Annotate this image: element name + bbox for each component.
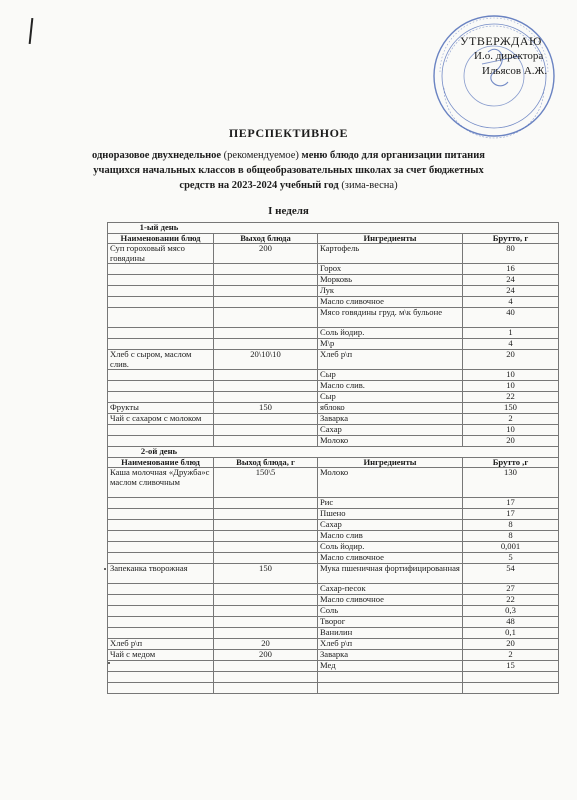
table-row	[108, 584, 559, 595]
portion-cell	[214, 328, 318, 339]
table-row	[108, 414, 559, 425]
table-row	[108, 553, 559, 564]
ingredient-cell: Мука пшеничная фортифицированная	[318, 564, 463, 584]
gross-weight-cell: 54	[463, 564, 559, 584]
gross-weight-cell: 10	[463, 381, 559, 392]
table-row	[108, 339, 559, 350]
gross-weight-cell: 20	[463, 350, 559, 370]
table-row	[108, 328, 559, 339]
dish-name-cell	[108, 617, 214, 628]
ingredient-cell: Сахар	[318, 425, 463, 436]
dish-name-cell	[108, 606, 214, 617]
ingredient-cell: Сыр	[318, 392, 463, 403]
table-row	[108, 672, 559, 683]
column-header: Брутто ,г	[463, 457, 559, 468]
table-row	[108, 350, 559, 370]
portion-cell	[214, 683, 318, 694]
dish-name-cell	[108, 661, 214, 672]
table-header-row	[108, 233, 559, 244]
ingredient-cell: Масло сливочное	[318, 553, 463, 564]
gross-weight-cell: 0,001	[463, 542, 559, 553]
ingredient-cell: Хлеб р\п	[318, 350, 463, 370]
portion-cell	[214, 370, 318, 381]
ingredient-cell: Горох	[318, 264, 463, 275]
ingredient-cell: М\р	[318, 339, 463, 350]
table-row	[108, 498, 559, 509]
portion-cell	[214, 339, 318, 350]
dish-name-cell	[108, 520, 214, 531]
table-row	[108, 650, 559, 661]
table-row	[108, 264, 559, 275]
margin-pen-mark	[29, 18, 34, 44]
portion-cell	[214, 436, 318, 447]
dish-name-cell	[108, 542, 214, 553]
table-row	[108, 308, 559, 328]
document-subtitle	[0, 148, 577, 193]
subtitle-prefix: одноразовое двухнедельное	[92, 150, 222, 161]
dish-name-cell	[108, 425, 214, 436]
dish-name-cell	[108, 628, 214, 639]
ingredient-cell: Пшено	[318, 509, 463, 520]
dish-name-cell	[108, 509, 214, 520]
subtitle-line2: учащихся начальных классов в общеобразовательных школах за счет бюджетных	[93, 165, 484, 176]
gross-weight-cell: 5	[463, 553, 559, 564]
portion-cell: 150	[214, 564, 318, 584]
ingredient-cell	[318, 683, 463, 694]
portion-cell	[214, 595, 318, 606]
dish-name-cell: Хлеб р\п	[108, 639, 214, 650]
dish-name-cell	[108, 392, 214, 403]
portion-cell	[214, 661, 318, 672]
table-row	[108, 639, 559, 650]
dish-name-cell: Чай с медом	[108, 650, 214, 661]
portion-cell	[214, 509, 318, 520]
column-header: Выход блюда	[214, 233, 318, 244]
dish-name-cell: Фрукты	[108, 403, 214, 414]
dish-name-cell	[108, 498, 214, 509]
approval-name: Ильясов А.Ж.	[482, 65, 548, 77]
ingredient-cell: Соль	[318, 606, 463, 617]
gross-weight-cell: 2	[463, 650, 559, 661]
portion-cell	[214, 628, 318, 639]
table-header-row	[108, 457, 559, 468]
dish-name-cell	[108, 595, 214, 606]
ingredient-cell: Заварка	[318, 650, 463, 661]
portion-cell	[214, 542, 318, 553]
ingredient-cell: Масло слив.	[318, 381, 463, 392]
ingredient-cell: яблоко	[318, 403, 463, 414]
ingredient-cell: Масло слив	[318, 531, 463, 542]
ingredient-cell: Соль йодир.	[318, 328, 463, 339]
dish-name-cell	[108, 584, 214, 595]
dish-name-cell	[108, 436, 214, 447]
gross-weight-cell: 24	[463, 275, 559, 286]
approval-block	[460, 34, 570, 79]
table-row	[108, 542, 559, 553]
gross-weight-cell: 10	[463, 425, 559, 436]
gross-weight-cell: 2	[463, 414, 559, 425]
ingredient-cell: Ванилин	[318, 628, 463, 639]
ingredient-cell	[318, 672, 463, 683]
table-row	[108, 381, 559, 392]
dish-name-cell: Хлеб с сыром, маслом слив.	[108, 350, 214, 370]
table-row	[108, 595, 559, 606]
gross-weight-cell: 22	[463, 595, 559, 606]
gross-weight-cell: 4	[463, 297, 559, 308]
dish-name-cell	[108, 286, 214, 297]
portion-cell: 200	[214, 244, 318, 264]
gross-weight-cell: 17	[463, 509, 559, 520]
subtitle-recommended: (рекомендуемое)	[223, 150, 299, 161]
gross-weight-cell: 22	[463, 392, 559, 403]
gross-weight-cell: 16	[463, 264, 559, 275]
portion-cell	[214, 425, 318, 436]
table-row	[108, 628, 559, 639]
dish-name-cell	[108, 672, 214, 683]
ingredient-cell: Масло сливочное	[318, 595, 463, 606]
dish-name-cell: Чай с сахаром с молоком	[108, 414, 214, 425]
portion-cell	[214, 553, 318, 564]
gross-weight-cell: 27	[463, 584, 559, 595]
portion-cell	[214, 672, 318, 683]
ingredient-cell: Сахар	[318, 520, 463, 531]
portion-cell	[214, 381, 318, 392]
gross-weight-cell: 15	[463, 661, 559, 672]
column-header: Брутто, г	[463, 233, 559, 244]
table-row	[108, 606, 559, 617]
table-row	[108, 564, 559, 584]
portion-cell	[214, 297, 318, 308]
portion-cell	[214, 520, 318, 531]
approval-position: И.о. директора	[474, 50, 544, 62]
ingredient-cell: Молоко	[318, 436, 463, 447]
table-row	[108, 520, 559, 531]
gross-weight-cell: 48	[463, 617, 559, 628]
portion-cell: 20\10\10	[214, 350, 318, 370]
subtitle-line3: средств на 2023-2024 учебный год	[179, 180, 339, 191]
ingredient-cell: Масло сливочное	[318, 297, 463, 308]
table-row	[108, 683, 559, 694]
portion-cell	[214, 531, 318, 542]
dish-name-cell	[108, 297, 214, 308]
gross-weight-cell: 80	[463, 244, 559, 264]
ingredient-cell: Морковь	[318, 275, 463, 286]
ingredient-cell: Картофель	[318, 244, 463, 264]
gross-weight-cell: 0,1	[463, 628, 559, 639]
gross-weight-cell: 24	[463, 286, 559, 297]
day-label: 2-ой день	[140, 446, 178, 456]
ingredient-cell: Лук	[318, 286, 463, 297]
table-row	[108, 244, 559, 264]
table-row	[108, 286, 559, 297]
table-row	[108, 617, 559, 628]
gross-weight-cell: 40	[463, 308, 559, 328]
table-row	[108, 468, 559, 498]
day-label: 1-ый день	[139, 222, 179, 232]
portion-cell	[214, 275, 318, 286]
day-row	[108, 223, 559, 234]
portion-cell	[214, 308, 318, 328]
dish-name-cell	[108, 370, 214, 381]
dish-name-cell: Запеканка творожная	[108, 564, 214, 584]
table-row	[108, 425, 559, 436]
week-heading: I неделя	[268, 205, 309, 217]
table-row	[108, 661, 559, 672]
table-row	[108, 275, 559, 286]
table-row	[108, 297, 559, 308]
ingredient-cell: Мед	[318, 661, 463, 672]
document-title: ПЕРСПЕКТИВНОЕ	[228, 126, 349, 140]
day-row	[108, 447, 559, 458]
portion-cell	[214, 264, 318, 275]
gross-weight-cell: 20	[463, 436, 559, 447]
dish-name-cell	[108, 553, 214, 564]
table-row	[108, 403, 559, 414]
dish-name-cell: Каша молочная «Дружба»с маслом сливочным	[108, 468, 214, 498]
column-header: Наименование блюд	[108, 457, 214, 468]
gross-weight-cell	[463, 672, 559, 683]
gross-weight-cell: 0,3	[463, 606, 559, 617]
dish-name-cell	[108, 264, 214, 275]
approval-heading: УТВЕРЖДАЮ	[460, 34, 542, 48]
column-header: Ингредиенты	[318, 233, 463, 244]
dish-name-cell	[108, 683, 214, 694]
gross-weight-cell: 8	[463, 520, 559, 531]
subtitle-line1-rest: меню блюдо для организации питания	[301, 150, 485, 161]
dish-name-cell	[108, 381, 214, 392]
table-row	[108, 370, 559, 381]
ingredient-cell: Сахар-песок	[318, 584, 463, 595]
table-row	[108, 531, 559, 542]
ingredient-cell: Соль йодир.	[318, 542, 463, 553]
portion-cell	[214, 606, 318, 617]
ingredient-cell: Сыр	[318, 370, 463, 381]
scan-speck	[108, 662, 110, 664]
dish-name-cell	[108, 275, 214, 286]
portion-cell	[214, 286, 318, 297]
table-row	[108, 436, 559, 447]
table-row	[108, 392, 559, 403]
column-header: Наименовании блюд	[108, 233, 214, 244]
subtitle-season: (зима-весна)	[341, 180, 398, 191]
gross-weight-cell: 17	[463, 498, 559, 509]
dish-name-cell	[108, 531, 214, 542]
ingredient-cell: Мясо говядины груд. м\к бульоне	[318, 308, 463, 328]
portion-cell	[214, 392, 318, 403]
column-header: Выход блюда, г	[214, 457, 318, 468]
gross-weight-cell: 20	[463, 639, 559, 650]
portion-cell: 150	[214, 403, 318, 414]
portion-cell	[214, 584, 318, 595]
portion-cell	[214, 617, 318, 628]
column-header: Ингредиенты	[318, 457, 463, 468]
ingredient-cell: Творог	[318, 617, 463, 628]
dish-name-cell	[108, 328, 214, 339]
gross-weight-cell	[463, 683, 559, 694]
portion-cell: 200	[214, 650, 318, 661]
ingredient-cell: Заварка	[318, 414, 463, 425]
gross-weight-cell: 1	[463, 328, 559, 339]
gross-weight-cell: 8	[463, 531, 559, 542]
menu-table	[107, 222, 559, 694]
dish-name-cell	[108, 308, 214, 328]
portion-cell: 150\5	[214, 468, 318, 498]
table-row	[108, 509, 559, 520]
dish-name-cell	[108, 339, 214, 350]
ingredient-cell: Хлеб р\п	[318, 639, 463, 650]
ingredient-cell: Молоко	[318, 468, 463, 498]
portion-cell: 20	[214, 639, 318, 650]
scan-speck	[104, 568, 106, 570]
dish-name-cell: Суп гороховый мясо говядины	[108, 244, 214, 264]
portion-cell	[214, 498, 318, 509]
gross-weight-cell: 150	[463, 403, 559, 414]
gross-weight-cell: 130	[463, 468, 559, 498]
gross-weight-cell: 4	[463, 339, 559, 350]
ingredient-cell: Рис	[318, 498, 463, 509]
portion-cell	[214, 414, 318, 425]
gross-weight-cell: 10	[463, 370, 559, 381]
